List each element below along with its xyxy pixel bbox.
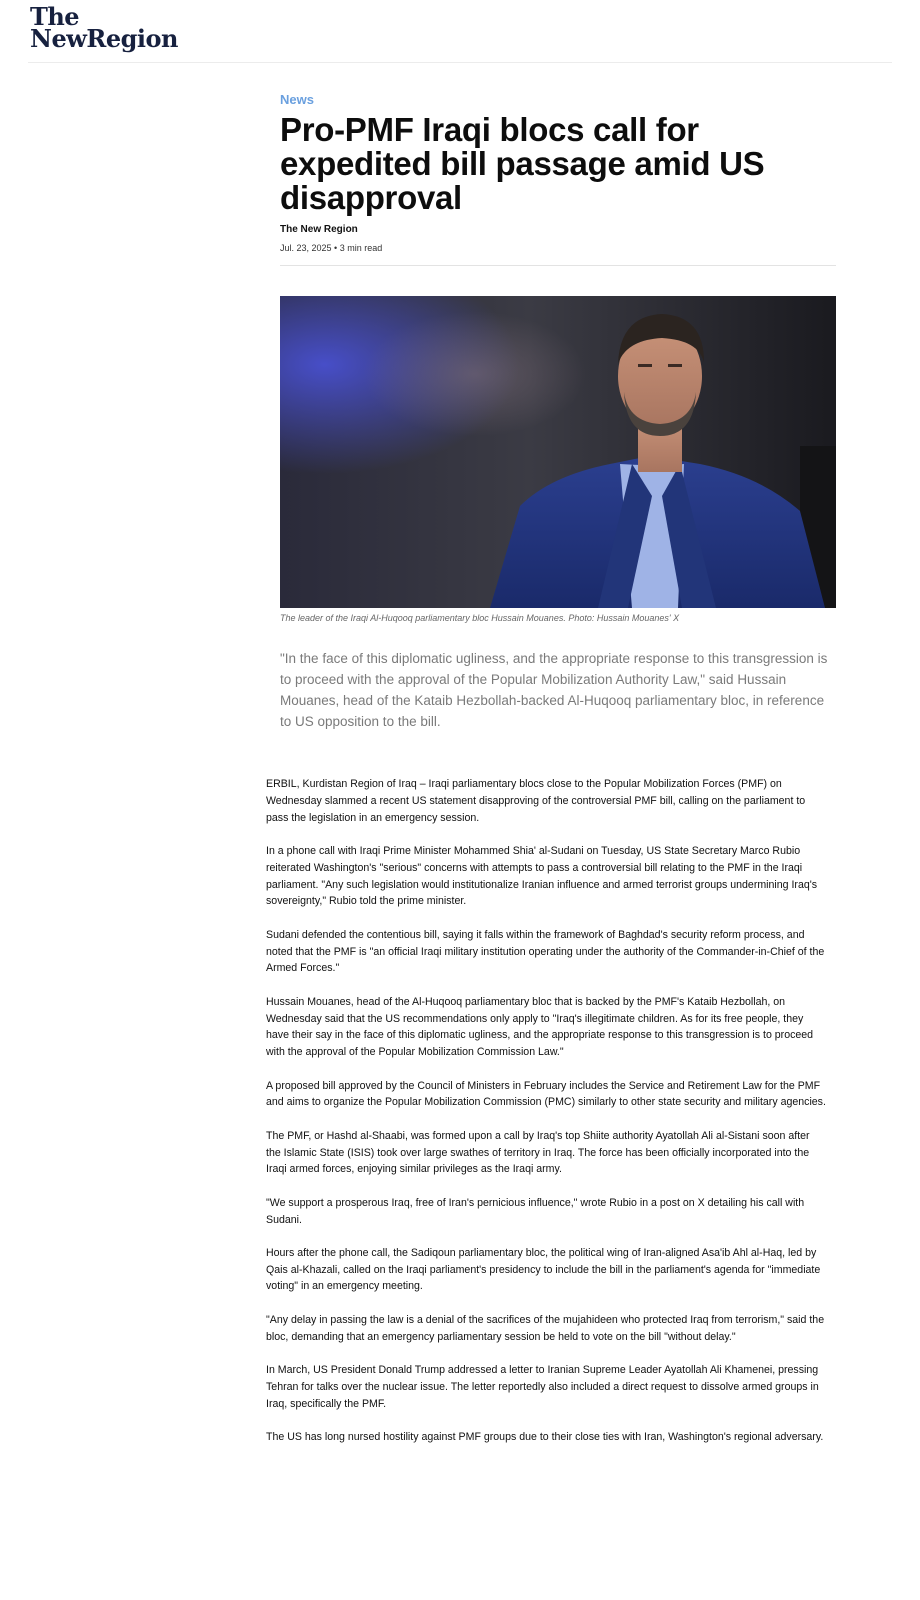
- paragraph: Hours after the phone call, the Sadiqoun parliamentary bloc, the political wing of Iran-aligned Asa'ib Ahl al-Haq, led by Qais al-Khazali, called on the Iraqi parliament's presidency to include the bill in the parliament's agenda for "immediate voting" in an emergency meeting.: [266, 1246, 821, 1293]
- logo-line-1: The: [30, 2, 80, 31]
- paragraph: ERBIL, Kurdistan Region of Iraq – Iraqi parliamentary blocs close to the Popular Mobilization Forces (PMF) on Wednesday slammed a recent US statement disapproving of the controversial PMF bill, calling on the parliament to pass the legislation in an emergency session.: [266, 778, 806, 824]
- paragraph: Sudani defended the contentious bill, saying it falls within the framework of Baghdad's security reform process, and noted that the PMF is "an official Iraqi military institution operating under the authority of the Commander-in-Chief of the Armed Forces.": [266, 928, 825, 975]
- author-link[interactable]: The New Region: [280, 224, 358, 235]
- paragraph: In a phone call with Iraqi Prime Minister Mohammed Shia' al-Sudani on Tuesday, US State Secretary Marco Rubio reiterated Washington's "serious" concerns with attempts to pass a controversial bill relating to the PMF in the Iraqi parliament. "Any such legislation would institutionalize Iranian influence and armed terrorist groups undermining Iraq's sovereignty," Rubio told the prime minister.: [266, 844, 818, 908]
- paragraph: "Any delay in passing the law is a denial of the sacrifices of the mujahideen who protected Iraq from terrorism," said the bloc, demanding that an emergency parliamentary session be held to vote on the bill "without delay.": [266, 1313, 825, 1343]
- pull-quote: "In the face of this diplomatic ugliness, and the appropriate response to this transgression is to proceed with the approval of the Popular Mobilization Authority Law," said Hussain Mouanes, head of the Kataib Hezbollah-backed Al-Huqooq parliamentary bloc, in reference to US opposition to the bill.: [280, 651, 828, 729]
- paragraph: "We support a prosperous Iraq, free of Iran's pernicious influence," wrote Rubio in a post on X detailing his call with Sudani.: [266, 1196, 805, 1226]
- site-header: [28, 0, 892, 63]
- site-logo[interactable]: [30, 2, 178, 53]
- header-divider: [280, 265, 836, 266]
- image-caption: The leader of the Iraqi Al-Huqooq parliamentary bloc Hussain Mouanes. Photo: Hussain Mouanes' X: [280, 613, 680, 623]
- article-headline: Pro-PMF Iraqi blocs call for expedited bill passage amid US disapproval: [280, 111, 765, 216]
- paragraph: The PMF, or Hashd al-Shaabi, was formed upon a call by Iraq's top Shiite authority Ayatollah Ali al-Sistani soon after the Islamic State (ISIS) took over large swathes of territory in Iraq. The force has been officially incorporated into the Iraqi armed forces, enjoying similar privileges as the Iraqi army.: [266, 1129, 810, 1176]
- hero-image: [280, 296, 836, 608]
- article-meta: Jul. 23, 2025 • 3 min read: [280, 243, 383, 253]
- article-header: [280, 92, 836, 266]
- paragraph: In March, US President Donald Trump addressed a letter to Iranian Supreme Leader Ayatollah Ali Khamenei, pressing Tehran for talks over the nuclear issue. The letter reportedly also included a direct request to dissolve armed groups in Iraq, specifically the PMF.: [266, 1364, 819, 1410]
- portrait-photo: [280, 296, 836, 608]
- paragraph: Hussain Mouanes, head of the Al-Huqooq parliamentary bloc that is backed by the PMF's Kataib Hezbollah, on Wednesday said that the US recommendations only apply to "Iraq's illegitimate children. As for its free people, they have their say in the face of this diplomatic ugliness, and the appropriate response to this transgression is to proceed with the approval of the Popular Mobilization Commission Law.": [266, 995, 814, 1059]
- article-body: [266, 776, 826, 1462]
- paragraph: The US has long nursed hostility against PMF groups due to their close ties with Iran, Washington's regional adversary.: [266, 1431, 824, 1444]
- category-link[interactable]: News: [280, 92, 314, 107]
- paragraph: A proposed bill approved by the Council of Ministers in February includes the Service and Retirement Law for the PMF and aims to organize the Popular Mobilization Commission (PMC) similarly to other state security and military agencies.: [266, 1079, 826, 1109]
- logo-line-2: NewRegion: [30, 24, 178, 53]
